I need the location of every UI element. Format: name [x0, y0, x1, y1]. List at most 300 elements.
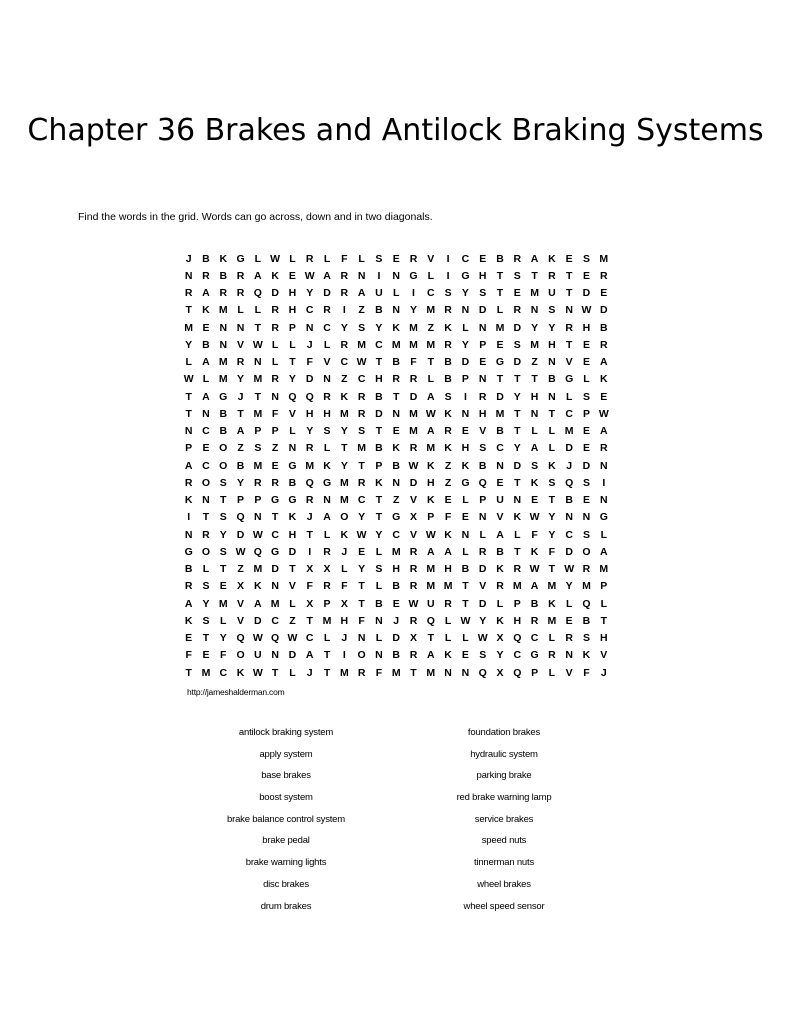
grid-letter: B — [375, 442, 383, 455]
grid-letter: F — [444, 511, 452, 524]
grid-letter: D — [236, 528, 245, 541]
grid-letter: M — [339, 407, 349, 420]
grid-letter: T — [220, 494, 227, 507]
grid-letter: L — [565, 597, 573, 610]
grid-letter: W — [425, 528, 436, 541]
grid-letter: W — [183, 373, 194, 386]
grid-letter: T — [514, 545, 521, 558]
grid-letter: X — [496, 666, 504, 679]
grid-letter: W — [408, 459, 419, 472]
grid-letter: I — [377, 269, 381, 282]
grid-letter: R — [565, 321, 573, 334]
grid-letter: K — [323, 459, 331, 472]
grid-letter: Q — [305, 476, 314, 489]
grid-letter: N — [375, 614, 383, 627]
grid-letter: U — [548, 287, 556, 300]
grid-letter: N — [444, 666, 452, 679]
grid-letter: H — [530, 390, 539, 403]
grid-letter: M — [409, 321, 418, 334]
grid-letter: B — [565, 494, 573, 507]
grid-letter: R — [323, 304, 331, 317]
grid-letter: M — [530, 338, 539, 351]
grid-letter: A — [530, 580, 539, 593]
grid-letter: K — [496, 563, 504, 576]
grid-letter: M — [253, 373, 263, 386]
grid-letter: T — [496, 269, 504, 282]
grid-letter: Y — [340, 459, 348, 472]
grid-letter: Q — [513, 632, 522, 645]
grid-letter: E — [271, 459, 279, 472]
grid-letter: N — [357, 269, 366, 282]
grid-letter: J — [237, 390, 244, 403]
grid-letter: Q — [236, 511, 245, 524]
grid-letter: J — [566, 459, 573, 472]
grid-letter: J — [306, 338, 313, 351]
grid-letter: N — [461, 666, 470, 679]
grid-letter: N — [184, 425, 193, 438]
grid-letter: Z — [393, 494, 400, 507]
grid-letter: M — [599, 563, 609, 576]
grid-letter: V — [427, 252, 435, 265]
grid-letter: S — [375, 563, 383, 576]
grid-letter: M — [253, 407, 263, 420]
grid-letter: N — [184, 269, 193, 282]
grid-letter: T — [254, 390, 262, 403]
grid-letter: C — [392, 528, 400, 541]
grid-letter: E — [392, 425, 400, 438]
grid-letter: N — [478, 373, 487, 386]
grid-letter: M — [409, 338, 418, 351]
grid-letter: F — [271, 407, 279, 420]
grid-letter: I — [342, 649, 346, 662]
grid-letter: B — [219, 269, 228, 282]
grid-letter: Z — [358, 304, 365, 317]
grid-letter: R — [548, 649, 556, 662]
grid-letter: K — [236, 666, 245, 679]
grid-letter: R — [444, 304, 452, 317]
grid-letter: S — [531, 459, 539, 472]
grid-letter: G — [461, 476, 470, 489]
grid-letter: T — [600, 614, 607, 627]
grid-letter: N — [271, 390, 279, 403]
grid-letter: L — [289, 338, 296, 351]
grid-letter: N — [565, 511, 573, 524]
grid-letter: M — [426, 338, 436, 351]
grid-letter: N — [582, 511, 591, 524]
grid-letter: E — [513, 287, 521, 300]
grid-letter: P — [375, 459, 383, 472]
grid-letter: L — [220, 614, 227, 627]
grid-letter: T — [271, 511, 279, 524]
grid-letter: N — [184, 528, 193, 541]
grid-row — [180, 647, 612, 664]
grid-letter: G — [322, 476, 332, 489]
grid-letter: N — [565, 304, 573, 317]
grid-letter: J — [306, 666, 313, 679]
grid-letter: K — [444, 649, 452, 662]
grid-letter: R — [184, 287, 193, 300]
grid-letter: W — [304, 269, 315, 282]
grid-letter: T — [427, 632, 435, 645]
grid-letter: R — [478, 545, 487, 558]
grid-letter: H — [288, 528, 297, 541]
grid-letter: M — [357, 442, 366, 455]
grid-letter: A — [599, 356, 608, 369]
grid-letter: D — [461, 356, 470, 369]
grid-letter: N — [305, 321, 314, 334]
grid-letter: X — [323, 563, 331, 576]
grid-letter: T — [185, 390, 192, 403]
grid-row — [180, 336, 612, 353]
grid-letter: K — [548, 597, 556, 610]
grid-letter: L — [531, 425, 538, 438]
grid-letter: D — [478, 597, 487, 610]
grid-letter: M — [426, 666, 436, 679]
grid-letter: H — [478, 269, 487, 282]
grid-row — [180, 543, 612, 560]
grid-letter: N — [599, 494, 608, 507]
grid-letter: Y — [548, 321, 556, 334]
grid-letter: A — [184, 597, 193, 610]
word-list-item: tinnerman nuts — [473, 857, 535, 869]
grid-letter: H — [323, 407, 331, 420]
grid-letter: W — [270, 252, 281, 265]
grid-letter: D — [392, 632, 400, 645]
grid-letter: W — [287, 632, 298, 645]
grid-letter: I — [463, 390, 467, 403]
grid-letter: Z — [444, 459, 452, 472]
grid-letter: E — [582, 442, 590, 455]
grid-letter: S — [548, 304, 556, 317]
grid-letter: B — [392, 356, 400, 369]
grid-letter: L — [289, 666, 296, 679]
grid-letter: D — [409, 476, 418, 489]
grid-letter: T — [289, 563, 296, 576]
grid-letter: R — [305, 252, 314, 265]
grid-letter: E — [582, 494, 590, 507]
grid-letter: K — [202, 304, 210, 317]
grid-letter: D — [288, 649, 297, 662]
grid-letter: D — [513, 356, 522, 369]
grid-letter: M — [409, 407, 418, 420]
grid-letter: E — [479, 252, 487, 265]
grid-letter: Z — [341, 373, 348, 386]
grid-letter: A — [254, 269, 262, 282]
grid-letter: Y — [358, 563, 366, 576]
grid-letter: N — [392, 269, 400, 282]
grid-letter: L — [358, 252, 365, 265]
grid-letter: E — [600, 287, 608, 300]
grid-letter: Y — [461, 287, 469, 300]
grid-letter: I — [308, 545, 312, 558]
grid-row — [180, 354, 612, 371]
grid-letter: M — [218, 597, 228, 610]
grid-letter: T — [323, 666, 331, 679]
grid-letter: Q — [478, 666, 487, 679]
grid-letter: R — [254, 476, 262, 489]
grid-letter: B — [478, 459, 487, 472]
grid-letter: R — [409, 563, 418, 576]
grid-letter: K — [271, 269, 279, 282]
grid-letter: Y — [375, 528, 383, 541]
word-list-item: speed nuts — [481, 835, 527, 847]
grid-letter: G — [392, 511, 401, 524]
grid-letter: O — [357, 649, 366, 662]
grid-letter: L — [548, 425, 556, 438]
grid-letter: Z — [444, 476, 452, 489]
grid-letter: Z — [271, 442, 279, 455]
grid-letter: S — [548, 476, 556, 489]
grid-letter: W — [252, 338, 263, 351]
grid-letter: U — [496, 494, 504, 507]
grid-row — [180, 492, 612, 509]
grid-letter: N — [288, 442, 297, 455]
grid-letter: N — [392, 407, 400, 420]
grid-letter: L — [323, 632, 331, 645]
grid-letter: Q — [288, 390, 297, 403]
grid-letter: H — [288, 287, 297, 300]
grid-letter: M — [426, 563, 436, 576]
grid-letter: E — [496, 476, 504, 489]
grid-letter: F — [185, 649, 192, 662]
grid-letter: E — [185, 632, 193, 645]
grid-letter: K — [288, 511, 297, 524]
grid-letter: K — [599, 373, 608, 386]
grid-letter: K — [582, 649, 591, 662]
grid-letter: E — [461, 425, 469, 438]
grid-letter: B — [548, 373, 556, 386]
grid-letter: T — [185, 407, 192, 420]
grid-letter: C — [219, 666, 228, 679]
grid-letter: R — [219, 287, 228, 300]
grid-letter: A — [599, 425, 608, 438]
grid-letter: L — [323, 338, 331, 351]
grid-letter: P — [185, 442, 193, 455]
grid-letter: N — [530, 304, 539, 317]
grid-letter: I — [187, 511, 191, 524]
grid-letter: T — [514, 407, 521, 420]
grid-letter: T — [185, 666, 192, 679]
grid-letter: E — [202, 442, 210, 455]
grid-letter: Y — [219, 632, 227, 645]
grid-letter: Y — [237, 476, 245, 489]
grid-letter: W — [477, 632, 488, 645]
grid-letter: N — [530, 407, 539, 420]
grid-letter: E — [202, 649, 210, 662]
grid-letter: S — [582, 390, 590, 403]
grid-letter: R — [530, 614, 539, 627]
grid-letter: D — [496, 390, 504, 403]
grid-letter: H — [599, 632, 608, 645]
grid-letter: F — [306, 580, 313, 593]
grid-letter: B — [184, 563, 193, 576]
grid-letter: E — [565, 252, 573, 265]
grid-letter: D — [582, 287, 591, 300]
grid-letter: M — [218, 373, 228, 386]
grid-letter: V — [479, 425, 487, 438]
grid-letter: N — [254, 356, 262, 369]
grid-letter: C — [305, 304, 314, 317]
grid-letter: X — [306, 597, 314, 610]
grid-letter: A — [427, 545, 435, 558]
grid-row — [180, 440, 612, 457]
grid-letter: M — [564, 425, 574, 438]
grid-letter: F — [531, 528, 538, 541]
grid-letter: R — [548, 269, 556, 282]
grid-letter: W — [581, 304, 592, 317]
grid-letter: P — [288, 321, 296, 334]
grid-letter: X — [496, 632, 504, 645]
grid-letter: P — [254, 494, 262, 507]
grid-letter: V — [237, 338, 245, 351]
grid-letter: W — [252, 528, 263, 541]
grid-letter: H — [392, 563, 400, 576]
grid-letter: N — [548, 356, 556, 369]
grid-letter: N — [461, 407, 470, 420]
word-list-item: antilock braking system — [238, 727, 334, 738]
grid-letter: C — [513, 649, 522, 662]
grid-letter: Y — [375, 321, 383, 334]
grid-letter: L — [583, 373, 590, 386]
grid-letter: G — [530, 649, 539, 662]
grid-letter: Q — [236, 632, 245, 645]
grid-letter: T — [565, 338, 573, 351]
grid-letter: C — [271, 614, 279, 627]
grid-letter: R — [323, 545, 331, 558]
grid-letter: D — [513, 321, 522, 334]
grid-letter: A — [427, 390, 435, 403]
grid-letter: B — [444, 356, 452, 369]
grid-letter: Z — [237, 563, 244, 576]
grid-letter: B — [496, 425, 504, 438]
grid-letter: F — [341, 580, 348, 593]
grid-letter: N — [565, 649, 573, 662]
grid-letter: S — [513, 338, 521, 351]
grid-letter: R — [496, 580, 504, 593]
grid-letter: N — [375, 649, 383, 662]
grid-letter: K — [427, 494, 435, 507]
grid-letter: S — [358, 425, 366, 438]
grid-letter: R — [409, 545, 418, 558]
grid-letter: C — [323, 321, 331, 334]
grid-letter: C — [496, 442, 504, 455]
grid-letter: M — [547, 580, 557, 593]
grid-letter: R — [357, 666, 366, 679]
grid-letter: B — [375, 390, 383, 403]
grid-letter: K — [548, 252, 556, 265]
grid-letter: K — [184, 494, 193, 507]
grid-letter: T — [341, 442, 348, 455]
instructions: Find the words in the grid. Words can go across, down and in two diagonals. — [78, 211, 433, 223]
grid-letter: A — [254, 597, 262, 610]
grid-letter: E — [496, 338, 504, 351]
word-list-right — [404, 722, 604, 917]
grid-letter: D — [375, 407, 383, 420]
grid-letter: S — [254, 442, 262, 455]
grid-letter: L — [289, 597, 296, 610]
grid-letter: W — [356, 356, 367, 369]
grid-letter: T — [271, 666, 279, 679]
grid-letter: R — [184, 580, 193, 593]
grid-letter: M — [512, 580, 522, 593]
grid-letter: M — [270, 597, 280, 610]
grid-letter: E — [444, 494, 452, 507]
grid-letter: K — [444, 407, 452, 420]
grid-letter: E — [582, 356, 590, 369]
grid-letter: P — [479, 338, 487, 351]
grid-letter: A — [236, 425, 245, 438]
grid-letter: B — [444, 373, 452, 386]
grid-row — [180, 371, 612, 388]
grid-letter: K — [444, 528, 452, 541]
grid-letter: J — [600, 666, 607, 679]
grid-letter: Y — [358, 511, 366, 524]
grid-letter: L — [479, 528, 486, 541]
grid-letter: C — [565, 528, 573, 541]
grid-letter: W — [356, 528, 367, 541]
grid-letter: M — [547, 614, 557, 627]
grid-letter: T — [220, 563, 227, 576]
grid-letter: T — [323, 649, 331, 662]
grid-letter: L — [254, 304, 262, 317]
grid-letter: R — [565, 632, 573, 645]
grid-letter: Z — [427, 321, 435, 334]
grid-letter: S — [219, 511, 227, 524]
grid-letter: V — [410, 528, 418, 541]
grid-letter: Q — [305, 390, 314, 403]
grid-letter: N — [271, 649, 279, 662]
grid-letter: L — [600, 597, 607, 610]
grid-letter: L — [375, 545, 383, 558]
grid-letter: H — [375, 373, 383, 386]
grid-letter: R — [599, 338, 608, 351]
grid-letter: T — [548, 563, 556, 576]
grid-letter: T — [410, 666, 417, 679]
grid-letter: V — [496, 511, 504, 524]
grid-letter: L — [271, 338, 279, 351]
grid-letter: M — [582, 580, 591, 593]
word-list-item: brake warning lights — [245, 857, 327, 869]
grid-letter: R — [392, 373, 400, 386]
grid-letter: O — [201, 545, 211, 558]
grid-letter: A — [202, 287, 210, 300]
grid-letter: L — [600, 528, 607, 541]
grid-letter: L — [202, 373, 210, 386]
grid-letter: M — [322, 614, 332, 627]
grid-row — [180, 630, 612, 647]
grid-letter: L — [323, 528, 331, 541]
grid-letter: P — [323, 597, 331, 610]
grid-letter: A — [323, 269, 331, 282]
grid-letter: T — [358, 459, 365, 472]
grid-letter: B — [202, 338, 210, 351]
grid-letter: R — [409, 442, 418, 455]
grid-letter: L — [444, 614, 452, 627]
grid-letter: C — [461, 252, 470, 265]
grid-letter: K — [392, 442, 400, 455]
grid-letter: M — [426, 442, 436, 455]
grid-letter: N — [461, 304, 470, 317]
word-list-item: foundation brakes — [467, 727, 541, 738]
grid-letter: M — [495, 407, 505, 420]
grid-letter: B — [236, 459, 245, 472]
grid-letter: T — [514, 476, 521, 489]
grid-letter: N — [478, 321, 487, 334]
grid-letter: T — [237, 407, 244, 420]
grid-letter: D — [254, 614, 262, 627]
word-list-item: disc brakes — [263, 878, 309, 890]
grid-letter: X — [410, 511, 418, 524]
